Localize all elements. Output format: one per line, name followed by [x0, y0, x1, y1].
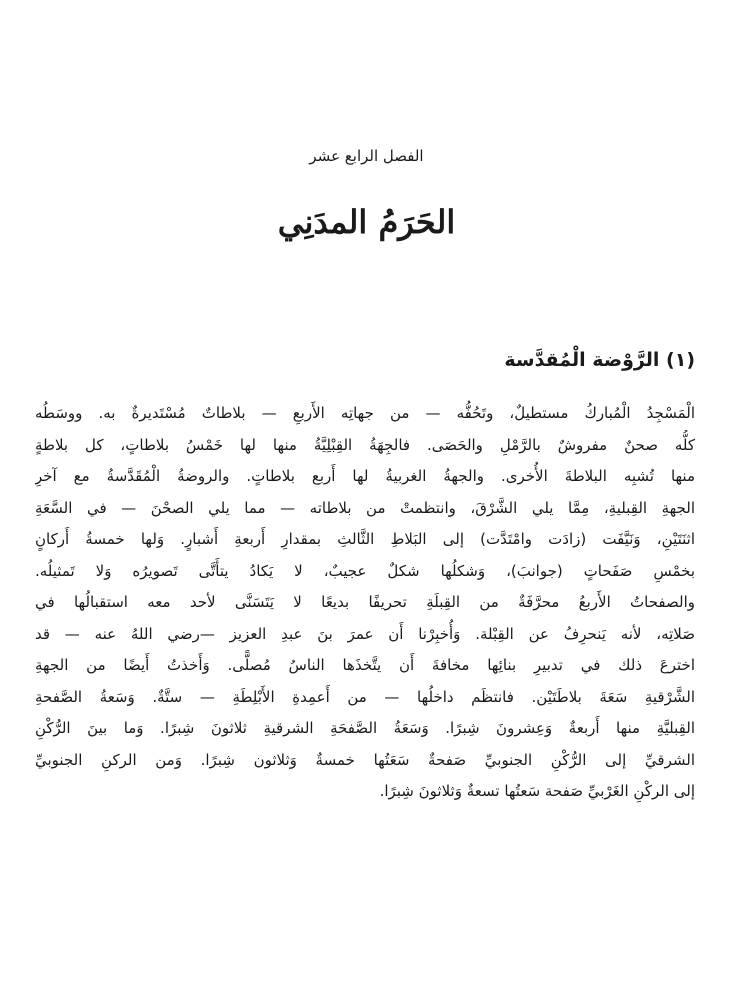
body-line: الشَّرْقيةِ سَعَةَ بلاطَتَيْن. فانتظَم داخلُها — من أَعمِدةِ الأَبْلِطَةِ — ستَّةٌ. وَسَعةُ الصَّفحةِ: [35, 687, 695, 706]
body-line: اخترعَ ذلك في تدبيرِ بنائِها مخافةَ أَن يتَّخذَها الناسُ مُصلًّى. وَأَخذتُ أَيضًا من الجهةِ: [35, 656, 695, 674]
body-line: والصفحاتُ الأَربعُ محرَّفَةٌ من القِبلَةِ تحريفًا بديعًا لا يَتَسَنَّى لأحد معه استقبالُها في: [35, 593, 695, 611]
body-line: منها تُشبِه البلاطةَ الأُخرى. والجهةُ الغربيةُ لها أَربع بلاطاتٍ. والروضةُ الْمُقَدَّسةُ مع آخرِ: [35, 467, 695, 485]
body-line: صَلاتِه، لأنه يَنحرِفُ عن القِبْلة. وَأُخبِرْنا أَن عمرَ بنَ عبدِ العزيز —رضي اللهُ عنه — قد: [35, 624, 695, 643]
chapter-label: الفصل الرابع عشر: [309, 147, 424, 165]
chapter-title: الحَرَمُ المدَنِي: [277, 203, 456, 241]
body-line: كلُّه صحنٌ مفروشٌ بالرَّمْلِ والحَصَى. فالجِهَةُ القِبْلِيَّةُ منها لها خَمْسُ بلاطاتٍ، كل بلاطةٍ: [35, 435, 695, 454]
body-line: الجهةِ القِبليةِ، مِمَّا يلي الشَّرْقَ، وانتظمتْ من بلاطاته — مما يلي الصحْنَ — في السَّعَةِ: [35, 498, 695, 517]
body-line: اثنَتَيْنِ، وَنَيَّفَت (زادَت وامْتَدَّت) إلى البَلاطِ الثَّالثِ بمقدارِ أَربعةِ أَشبارٍ. وَلها خمسةُ أَركانٍ: [35, 530, 695, 548]
body-line: إلى الركْنِ الغَرْبيِّ صَفحة سَعتُها تسعةٌ وَثلاثونَ شِبرًا.: [379, 782, 695, 800]
section-heading: (١) الرَّوْضة الْمُقدَّسة: [504, 349, 695, 371]
body-line: الْمَسْجِدُ الْمُباركُ مستطيلٌ، وتَحُفُّه — من جهاتِه الأَربعِ — بلاطاتٌ مُسْتَديرةٌ به. ووسَطُه: [35, 404, 695, 422]
section-body: [35, 398, 695, 808]
body-line: القِبليَّةِ منها أَربعةٌ وَعِشرونَ شِبرًا. وَسَعَةُ الصَّفحَةِ الشرقيةِ ثلاثونَ شِبرًا. وَما بينَ الرُّكْنِ: [35, 719, 695, 737]
body-line: الشرقيِّ إلى الرُّكْنِ الجنوبيِّ صَفحةٌ سَعَتُها خمسةٌ وَثلاثون شِبرًا. وَمن الركنِ الجنوبيِّ: [35, 750, 695, 769]
body-line: بخمْسِ صَفَحاتٍ (جوانبَ)، وَشكلُها شكلٌ عجيبٌ، لا يَكادُ يتأَتَّى تَصويرُه وَلا تَمثيلُه.: [35, 561, 695, 580]
